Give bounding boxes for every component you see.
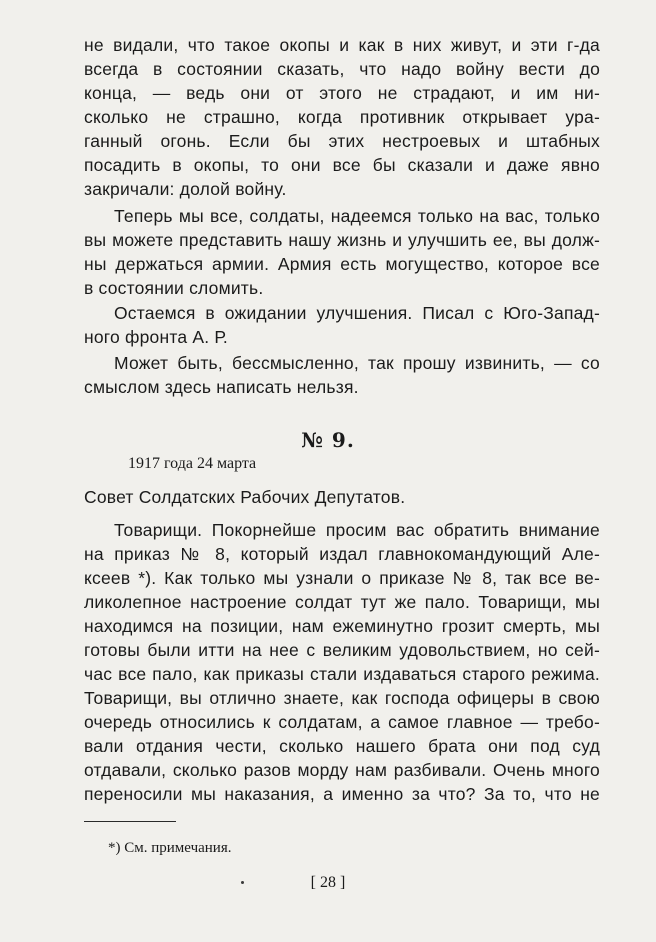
text-line: Теперь мы все, солдаты, надеемся только на вас, только <box>114 206 600 226</box>
text-line: конца, — ведь они от этого не страдают, и им ни- <box>84 83 600 103</box>
text-line: переносили мы наказания, а именно за что? За то, что не <box>84 784 600 804</box>
text-line: ного фронта А. Р. <box>84 327 228 347</box>
text-line: в состоянии сломить. <box>84 278 264 298</box>
text-line: находимся на позиции, нам ежеминутно грозит смерть, мы <box>84 616 600 636</box>
text-line: ликолепное настроение солдат тут же пало. Товарищи, мы <box>84 592 600 612</box>
text-line: отдавали, сколько разов морду нам разбивали. Очень много <box>84 760 600 780</box>
text-line: час все пало, как приказы стали издаваться старого режима. <box>84 664 600 684</box>
text-line: вы можете представить нашу жизнь и улучшить ее, вы долж- <box>84 230 600 250</box>
document-number-heading: № 9. <box>301 428 355 452</box>
text-line: сколько не страшно, когда противник открывает ура- <box>84 107 600 127</box>
text-line: не видали, что такое окопы и как в них живут, и эти г-да <box>84 35 600 55</box>
footnote: *) См. примечания. <box>108 840 232 856</box>
text-line: Товарищи. Покорнейше просим вас обратить внимание <box>114 520 600 540</box>
document-date: 1917 года 24 марта <box>128 455 257 472</box>
page-number: [ 28 ] <box>310 874 346 891</box>
addressee-line: Совет Солдатских Рабочих Депутатов. <box>84 487 406 507</box>
text-line: Остаемся в ожидании улучшения. Писал с Юго-Запад- <box>114 303 600 323</box>
text-line: на приказ № 8, который издал главнокомандующий Але- <box>84 544 600 564</box>
text-line: Может быть, бессмысленно, так прошу извинить, — со <box>114 353 600 373</box>
footnote-divider <box>84 821 176 822</box>
text-line: очередь относились к солдатам, а самое главное — требо- <box>84 712 600 732</box>
text-line: ксеев *). Как только мы узнали о приказе № 8, так все ве- <box>84 568 600 588</box>
text-line: всегда в состоянии сказать, что надо войну вести до <box>84 59 600 79</box>
text-line: закричали: долой войну. <box>84 179 287 199</box>
text-line: готовы были итти на нее с великим удовольствием, но сей- <box>84 640 600 660</box>
text-line: смыслом здесь написать нельзя. <box>84 377 359 397</box>
text-line: Товарищи, вы отлично знаете, как господа офицеры в свою <box>84 688 600 708</box>
text-line: посадить в окопы, то они все бы сказали и даже явно <box>84 155 600 175</box>
text-line: ны держаться армии. Армия есть могущество, которое все <box>84 254 600 274</box>
text-line: вали отдания чести, сколько нашего брата они под суд <box>84 736 600 756</box>
text-line: ганный огонь. Если бы этих нестроевых и штабных <box>84 131 600 151</box>
